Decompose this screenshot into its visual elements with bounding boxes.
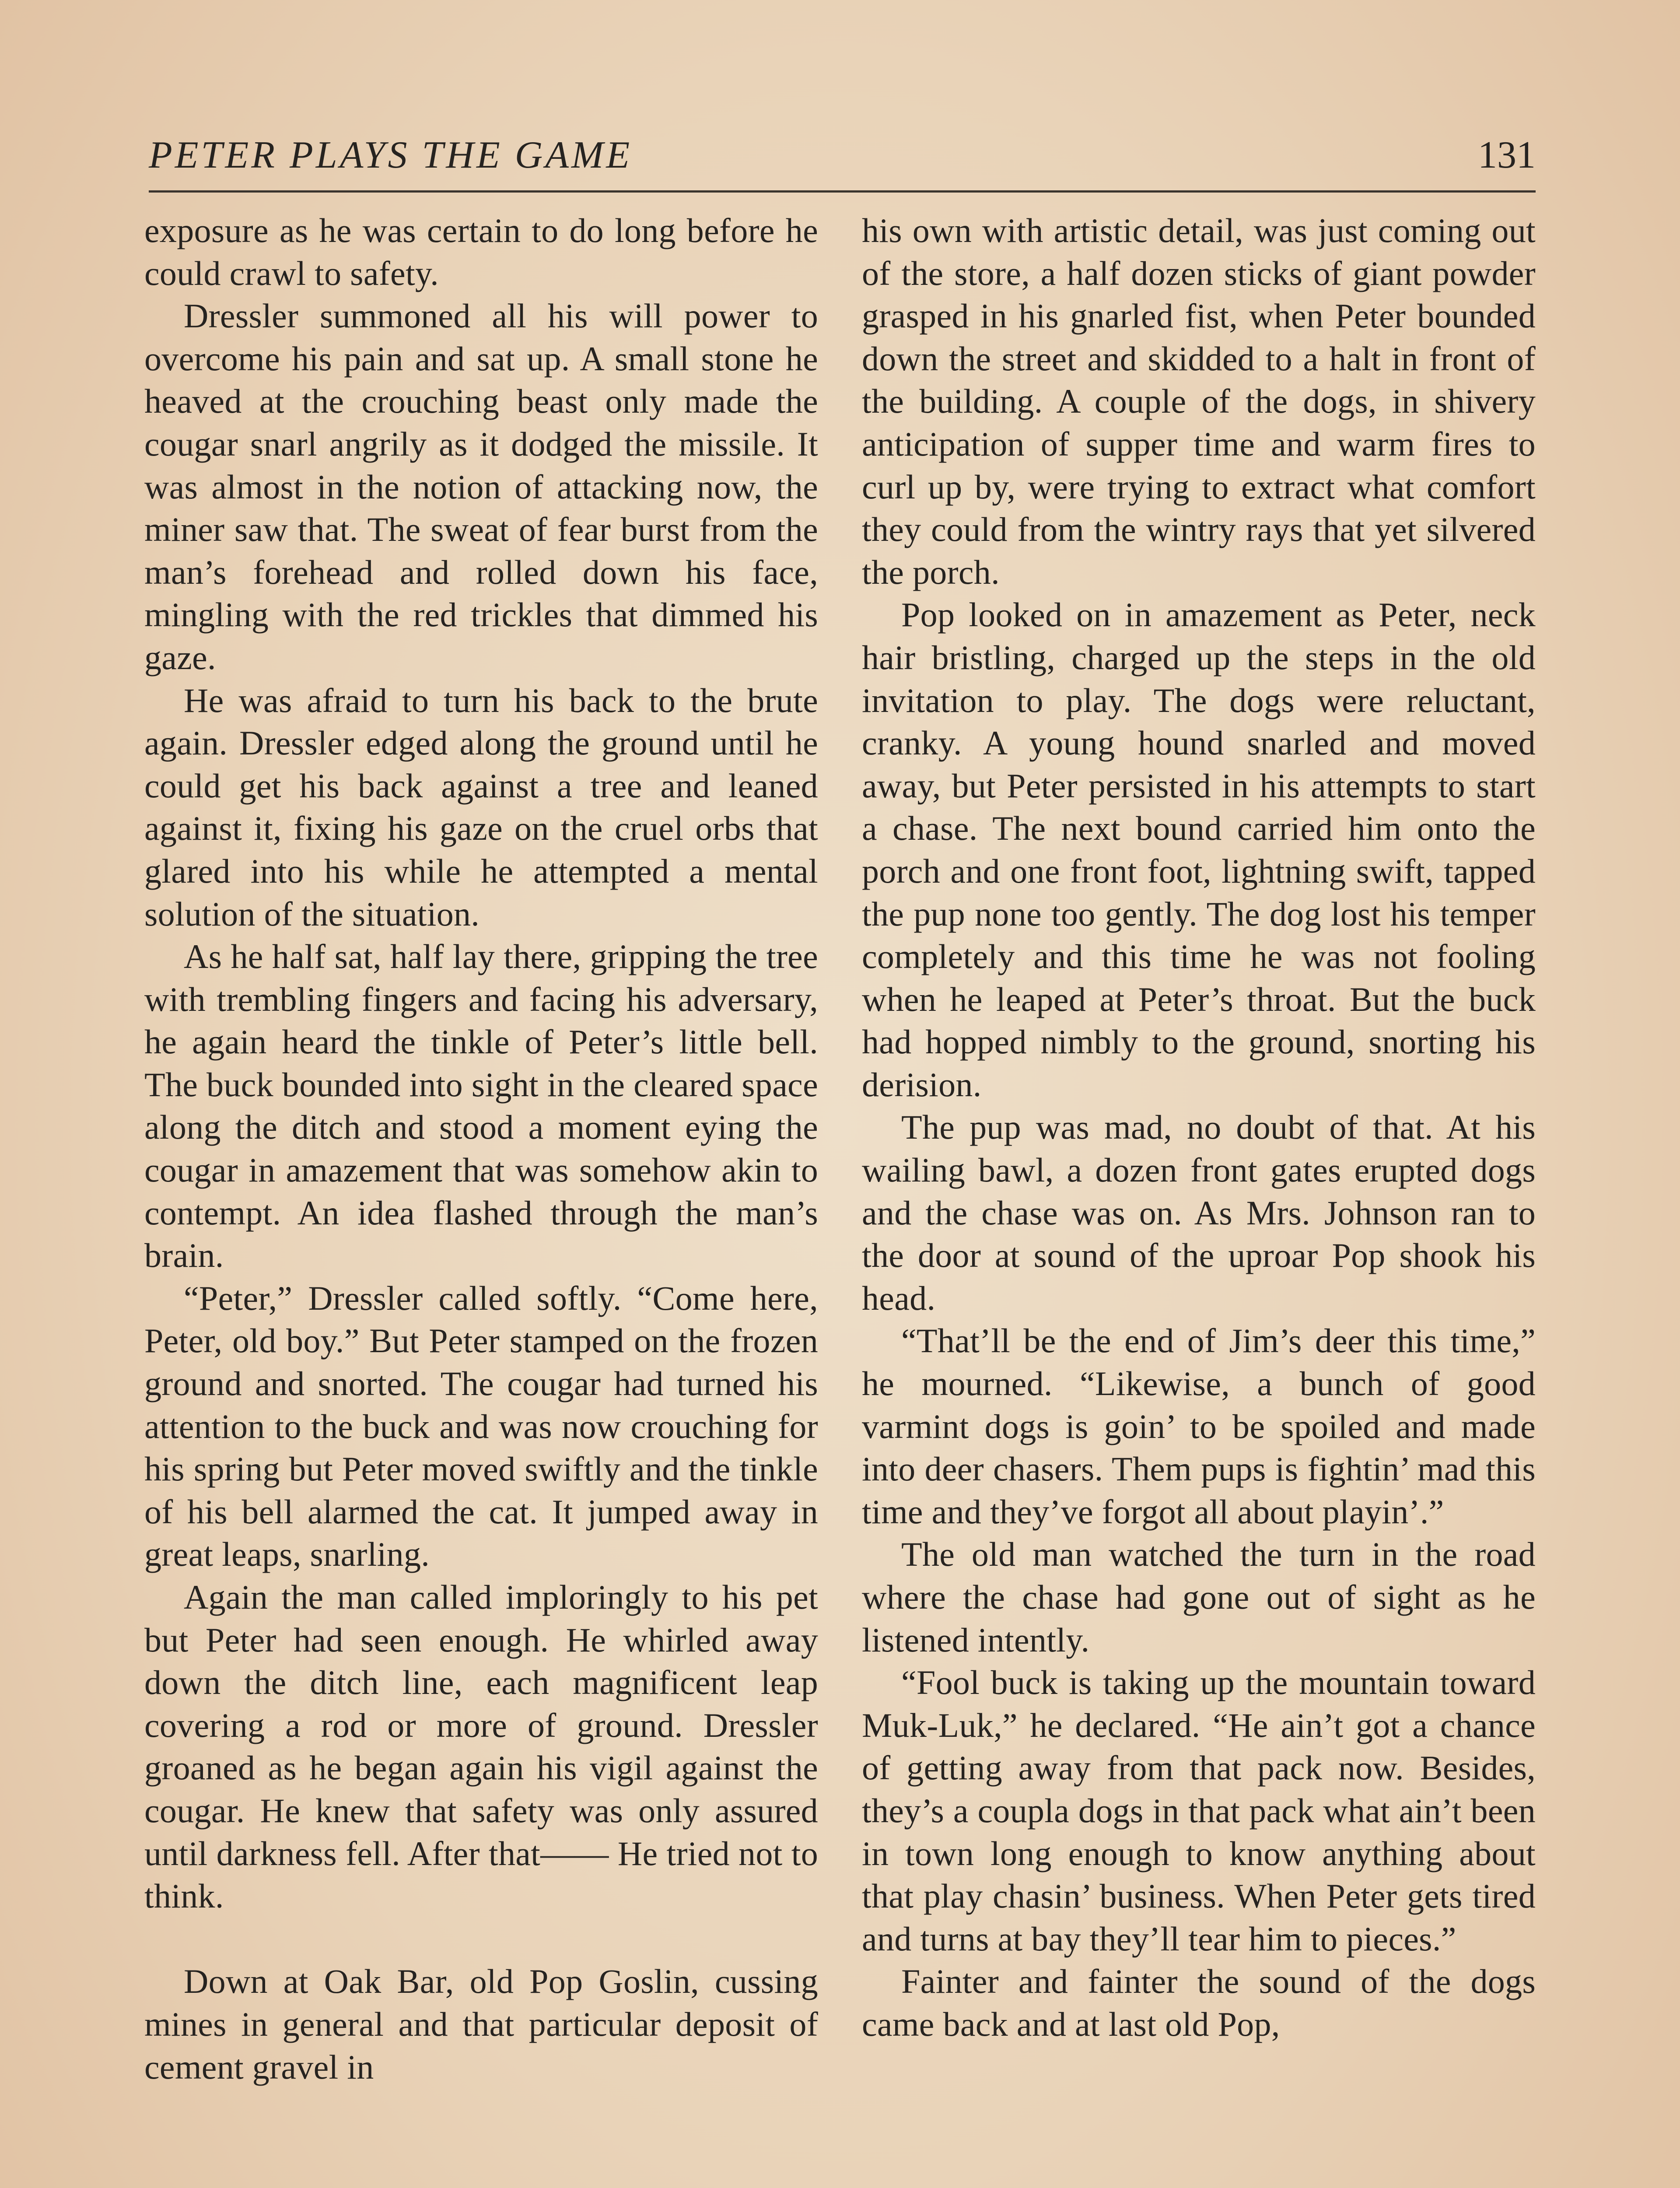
running-title: PETER PLAYS THE GAME (149, 134, 633, 176)
paragraph: Pop looked on in amazement as Peter, neck hair bristling, charged up the steps in the old invitation to play. The dogs were reluctant, cranky. A young hound snarled and moved away, but Peter persisted in his attempts to start a chase. The next bound carried him onto the porch and one front foot, lightning swift, tapped the pup none too gently. The dog lost his temper completely and this time he was not fooling when he leaped at Peter’s throat. But the buck had hopped nimbly to the ground, snorting his derision. (862, 596, 1536, 1104)
paragraph: Fainter and fainter the sound of the dogs came back and at last old Pop, (862, 1962, 1536, 2043)
paragraph: “Peter,” Dressler called softly. “Come here, Peter, old boy.” But Peter stamped on the frozen ground and snorted. The cougar had turned his attention to the buck and was now crouching for his spring but Peter moved swiftly and the tinkle of his bell alarmed the cat. It jumped away in great leaps, snarling. (144, 1279, 818, 1574)
page-number: 131 (1478, 134, 1536, 176)
paragraph: “Fool buck is taking up the mountain toward Muk-Luk,” he declared. “He ain’t got a chance of getting away from that pack now. Besides, they’s a coupla dogs in that pack what ain’t been in town long enough to know anything about that play chasin’ business. When Peter gets tired and turns at bay they’ll tear him to pieces.” (862, 1663, 1536, 1958)
paragraph: As he half sat, half lay there, gripping the tree with trembling fingers and facing his adversary, he again heard the tinkle of Peter’s little bell. The buck bounded into sight in the cleared space along the ditch and stood a moment eying the cougar in amazement that was somehow akin to contempt. An idea flashed through the man’s brain. (144, 937, 818, 1275)
paragraph: The old man watched the turn in the road where the chase had gone out of sight as he listened intently. (862, 1535, 1536, 1659)
paragraph: The pup was mad, no doubt of that. At his wailing bawl, a dozen front gates erupted dogs and the chase was on. As Mrs. Johnson ran to the door at sound of the uproar Pop shook his head. (862, 1108, 1536, 1317)
right-column (862, 209, 1536, 2046)
paragraph: Again the man called imploringly to his pet but Peter had seen enough. He whirled away down the ditch line, each magnificent leap covering a rod or more of ground. Dressler groaned as he began again his vigil against the cougar. He knew that safety was only assured until darkness fell. After that—— He tried not to think. (144, 1578, 818, 1915)
page-header (149, 129, 1536, 193)
paragraph: exposure as he was certain to do long before he could crawl to safety. (144, 211, 818, 292)
paragraph: his own with artistic detail, was just coming out of the store, a half dozen sticks of giant powder grasped in his gnarled fist, when Peter bounded down the street and skidded to a halt in front of the building. A couple of the dogs, in shivery anticipation of supper time and warm fires to curl up by, were trying to extract what comfort they could from the wintry rays that yet silvered the porch. (862, 211, 1536, 591)
paragraph: Down at Oak Bar, old Pop Goslin, cussing mines in general and that particular deposit of cement gravel in (144, 1962, 818, 2086)
paragraph: “That’ll be the end of Jim’s deer this time,” he mourned. “Likewise, a bunch of good varmint dogs is goin’ to be spoiled and made into deer chasers. Them pups is fightin’ mad this time and they’ve forgot all about playin’.” (862, 1322, 1536, 1531)
left-column (144, 209, 818, 2088)
paragraph: He was afraid to turn his back to the brute again. Dressler edged along the ground until he could get his back against a tree and leaned against it, fixing his gaze on the cruel orbs that glared into his while he attempted a mental solution of the situation. (144, 681, 818, 933)
paragraph: Dressler summoned all his will power to overcome his pain and sat up. A small stone he heaved at the crouching beast only made the cougar snarl angrily as it dodged the missile. It was almost in the notion of attacking now, the miner saw that. The sweat of fear burst from the man’s forehead and rolled down his face, mingling with the red trickles that dimmed his gaze. (144, 297, 818, 677)
